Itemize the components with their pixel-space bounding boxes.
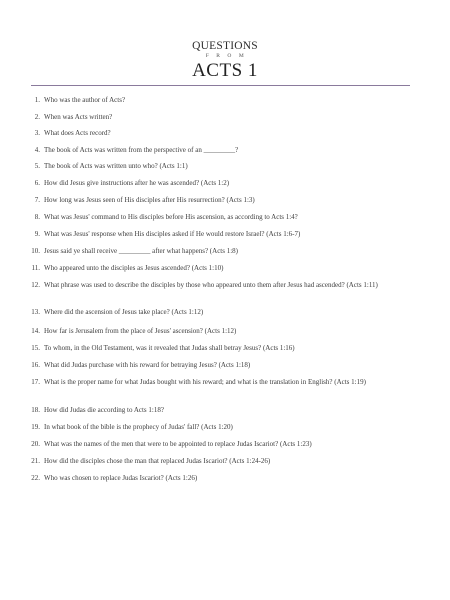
question-number: 18. <box>31 406 40 414</box>
question-number: 8. <box>34 213 40 221</box>
question-number: 5. <box>34 162 40 170</box>
question-number: 17. <box>31 378 40 386</box>
question-item <box>24 327 409 336</box>
question-text: How did the disciples chose the man that replaced Judas Iscariot? (Acts 1:24-26) <box>44 457 271 465</box>
question-number: 10. <box>31 247 40 255</box>
question-number: 6. <box>34 179 40 187</box>
question-text: What did Judas purchase with his reward for betraying Jesus? (Acts 1:18) <box>44 361 251 369</box>
question-number: 12. <box>31 281 40 289</box>
question-text: What does Acts record? <box>44 129 111 137</box>
question-item <box>24 230 409 239</box>
question-text: The book of Acts was written from the perspective of an _________? <box>44 146 239 154</box>
question-item <box>24 378 409 387</box>
question-text: How long was Jesus seen of His disciples after His resurrection? (Acts 1:3) <box>44 196 255 204</box>
question-text: Who was chosen to replace Judas Iscariot? (Acts 1:26) <box>44 474 198 482</box>
question-item <box>24 474 409 483</box>
question-number: 20. <box>31 440 40 448</box>
question-item <box>24 247 409 256</box>
question-number: 2. <box>34 113 40 121</box>
question-item <box>24 308 409 317</box>
question-text: What was Jesus' response when His disciples asked if He would restore Israel? (Acts 1:6-7) <box>44 230 301 238</box>
question-item <box>24 457 409 466</box>
question-text: Who was the author of Acts? <box>44 96 126 104</box>
question-text: What was the names of the men that were to be appointed to replace Judas Iscariot? (Acts 1:23) <box>44 440 312 448</box>
question-item <box>24 423 409 432</box>
question-item <box>24 281 409 290</box>
question-number: 3. <box>34 129 40 137</box>
header-from: FROM <box>205 53 252 59</box>
question-text: How did Judas die according to Acts 1:18? <box>44 406 164 414</box>
question-item <box>24 196 409 205</box>
question-number: 13. <box>31 308 40 316</box>
question-item <box>24 113 409 122</box>
question-item <box>24 162 409 171</box>
question-item <box>24 96 409 105</box>
question-number: 7. <box>34 196 40 204</box>
worksheet-header <box>0 40 450 82</box>
question-item <box>24 146 409 155</box>
question-text: What was Jesus' command to His disciples before His ascension, as according to Acts 1:4? <box>44 213 298 221</box>
question-number: 21. <box>31 457 40 465</box>
question-item <box>24 179 409 188</box>
question-text: How far is Jerusalem from the place of Jesus' ascension? (Acts 1:12) <box>44 327 237 335</box>
question-text: When was Acts written? <box>44 113 113 121</box>
question-number: 1. <box>34 96 40 104</box>
question-number: 4. <box>34 146 40 154</box>
header-questions: QUESTIONS <box>192 40 258 52</box>
question-item <box>24 406 409 415</box>
question-item <box>24 440 409 449</box>
question-text: Jesus said ye shall receive _________ after what happens? (Acts 1:8) <box>44 247 238 255</box>
question-number: 15. <box>31 344 40 352</box>
header-divider <box>31 85 410 86</box>
question-number: 22. <box>31 474 40 482</box>
question-number: 14. <box>31 327 40 335</box>
question-text: The book of Acts was written unto who? (Acts 1:1) <box>44 162 188 170</box>
question-text: Who appeared unto the disciples as Jesus ascended? (Acts 1:10) <box>44 264 224 272</box>
question-text: Where did the ascension of Jesus take place? (Acts 1:12) <box>44 308 204 316</box>
question-text: In what book of the bible is the prophecy of Judas' fall? (Acts 1:20) <box>44 423 233 431</box>
question-item <box>24 213 409 222</box>
question-number: 9. <box>34 230 40 238</box>
question-item <box>24 264 409 273</box>
question-item <box>24 129 409 138</box>
question-number: 19. <box>31 423 40 431</box>
question-number: 16. <box>31 361 40 369</box>
question-item <box>24 344 409 353</box>
question-item <box>24 361 409 370</box>
question-text: How did Jesus give instructions after he was ascended? (Acts 1:2) <box>44 179 230 187</box>
question-number: 11. <box>31 264 40 272</box>
header-title: ACTS 1 <box>192 60 258 81</box>
question-text: What phrase was used to describe the disciples by those who appeared unto them after Jesus had ascended? (Acts 1:11) <box>44 281 378 289</box>
question-text: What is the proper name for what Judas bought with his reward; and what is the translation in English? (Acts 1:19) <box>44 378 366 386</box>
question-text: To whom, in the Old Testament, was it revealed that Judas shall betray Jesus? (Acts 1:16) <box>44 344 295 352</box>
